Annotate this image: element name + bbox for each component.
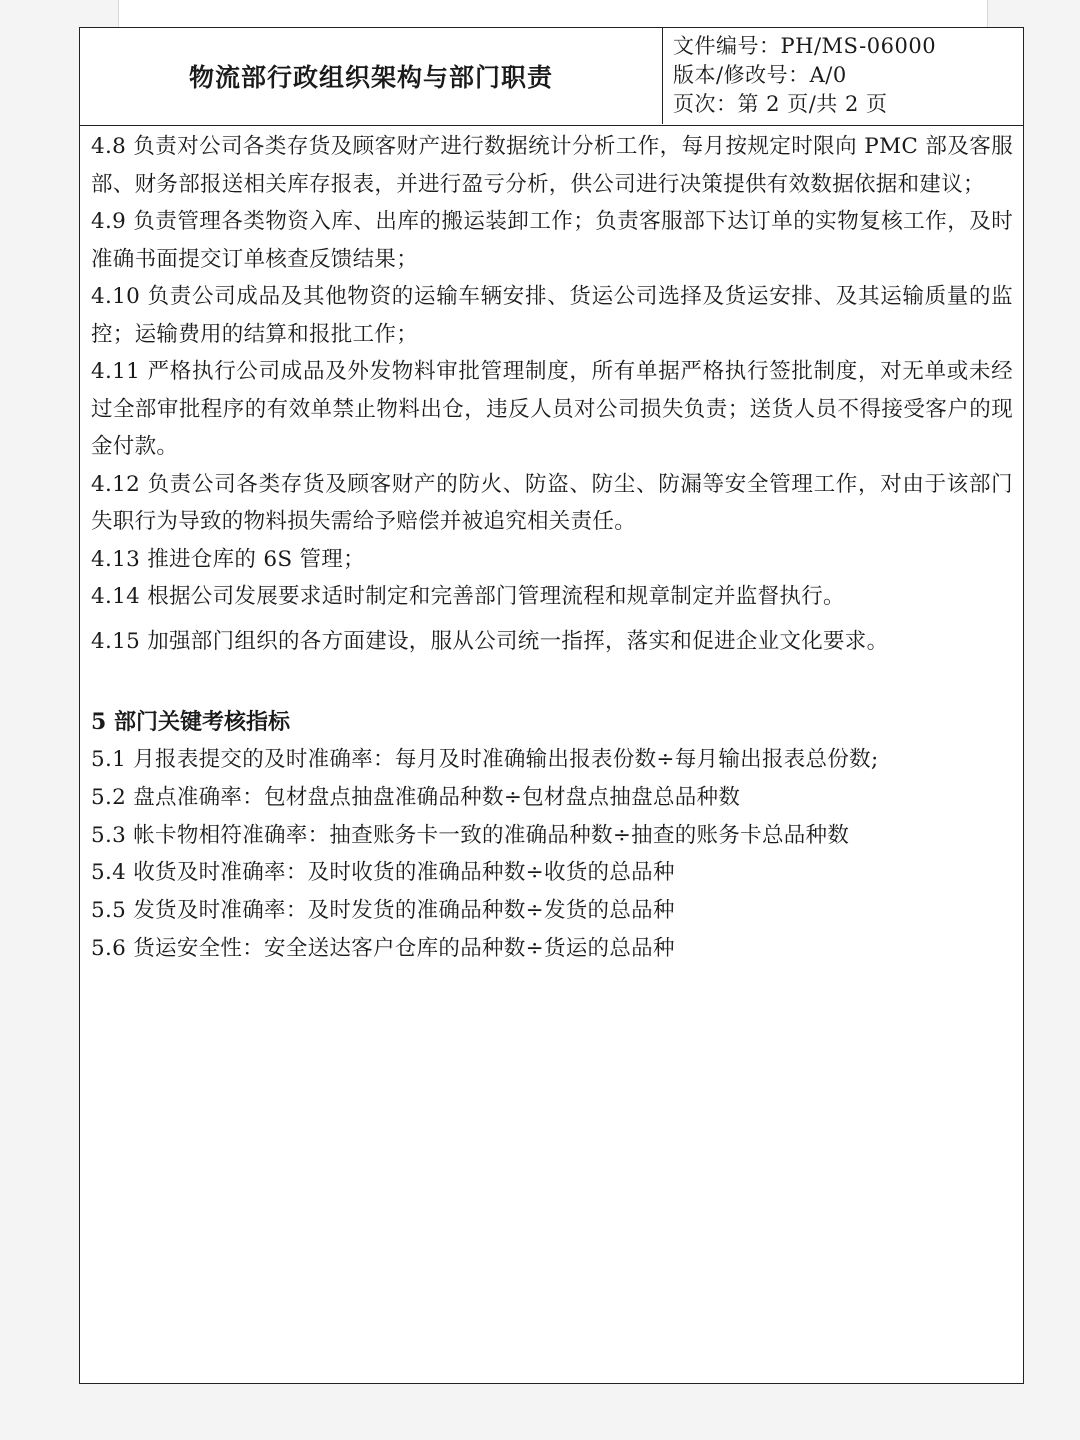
document-page	[79, 27, 1024, 1384]
document-body	[91, 128, 1013, 968]
duty-4-14: 4.14 根据公司发展要求适时制定和完善部门管理流程和规章制定并监督执行。	[91, 584, 845, 609]
duty-4-10: 4.10 负责公司成品及其他物资的运输车辆安排、货运公司选择及货运安排、及其运输质量的监控；运输费用的结算和报批工作；	[91, 284, 1013, 347]
duty-4-9: 4.9 负责管理各类物资入库、出库的搬运装卸工作；负责客服部下达订单的实物复核工作，及时准确书面提交订单核查反馈结果；	[91, 209, 1013, 272]
previous-page-edge	[118, 0, 988, 28]
kpi-section-title: 5 部门关键考核指标	[91, 709, 290, 735]
doc-number: 文件编号：PH/MS-06000	[673, 34, 937, 58]
duty-4-15: 4.15 加强部门组织的各方面建设，服从公司统一指挥，落实和促进企业文化要求。	[91, 628, 889, 654]
duty-4-13: 4.13 推进仓库的 6S 管理；	[91, 546, 365, 572]
duty-4-11: 4.11 严格执行公司成品及外发物料审批管理制度，所有单据严格执行签批制度，对无单或未经过全部审批程序的有效单禁止物料出仓，违反人员对公司损失负责；送货人员不得接受客户的现金付款。	[91, 359, 1013, 459]
document-meta	[662, 28, 1023, 124]
kpi-5-5: 5.5 发货及时准确率：及时发货的准确品种数÷发货的总品种	[91, 898, 675, 924]
kpi-5-2: 5.2 盘点准确率：包材盘点抽盘准确品种数÷包材盘点抽盘总品种数	[91, 784, 741, 810]
kpi-5-6: 5.6 货运安全性：安全送达客户仓库的品种数÷货运的总品种	[91, 935, 675, 961]
kpi-5-1: 5.1 月报表提交的及时准确率：每月及时准确输出报表份数÷每月输出报表总份数;	[91, 747, 879, 772]
kpi-5-4: 5.4 收货及时准确率：及时收货的准确品种数÷收货的总品种	[91, 860, 675, 886]
duty-4-12: 4.12 负责公司各类存货及顾客财产的防火、防盗、防尘、防漏等安全管理工作，对由于该部门失职行为导致的物料损失需给予赔偿并被追究相关责任。	[91, 471, 1013, 534]
kpi-5-3: 5.3 帐卡物相符准确率：抽查账务卡一致的准确品种数÷抽查的账务卡总品种数	[91, 822, 850, 848]
page-info: 页次：第 2 页/共 2 页	[673, 92, 888, 116]
document-header	[80, 28, 1023, 126]
duty-4-8: 4.8 负责对公司各类存货及顾客财产进行数据统计分析工作，每月按规定时限向 PMC 部及客服部、财务部报送相关库存报表，并进行盈亏分析，供公司进行决策提供有效数据依据和建议；	[91, 134, 1013, 197]
doc-version: 版本/修改号：A/0	[673, 63, 847, 87]
document-title: 物流部行政组织架构与部门职责	[188, 63, 553, 92]
